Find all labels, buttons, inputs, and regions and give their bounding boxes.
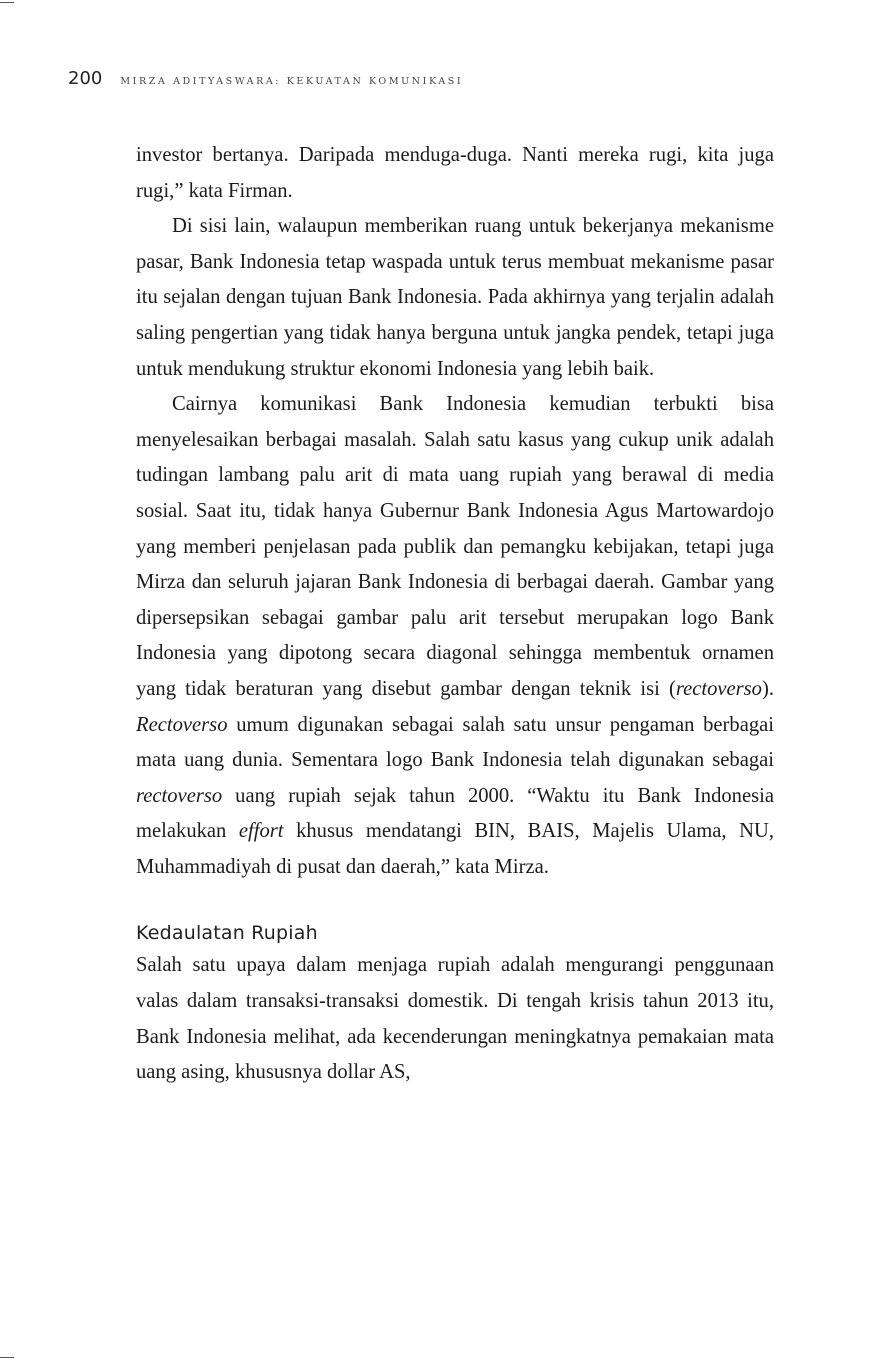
body-text — [136, 138, 774, 1091]
paragraph-3-text-1: Cairnya komunikasi Bank Indonesia kemudian terbukti bisa menyelesaikan berbagai masalah. Salah satu kasus yang cukup unik adalah tudingan lambang palu arit di mata uang rupiah yang berawal di media sosial. Saat itu, tidak hanya Gubernur Bank Indonesia Agus Martowardojo yang memberi penjelasan pada publik dan pemangku kebijakan, tetapi juga Mirza dan seluruh jajaran Bank Indonesia di berbagai daerah. Gambar yang dipersepsikan sebagai gambar palu arit tersebut merupakan logo Bank Indonesia yang dipotong secara diagonal sehingga membentuk ornamen yang tidak beraturan yang disebut gambar dengan teknik isi ( — [136, 393, 774, 700]
paragraph-1: investor bertanya. Daripada menduga-duga. Nanti mereka rugi, kita juga rugi,” kata Firman. — [136, 144, 774, 202]
section-paragraph-1: Salah satu upaya dalam menjaga rupiah adalah mengurangi penggunaan valas dalam transaksi-transaksi domestik. Di tengah krisis tahun 2013 itu, Bank Indonesia melihat, ada kecenderungan meningkatnya pemakaian mata uang asing, khususnya dollar AS, — [136, 954, 774, 1084]
paragraph-3-text-5: khusus mendatangi BIN, BAIS, Majelis Ulama, NU, Muhammadiyah di pusat dan daerah,” kata Mirza. — [136, 820, 775, 878]
paragraph-3-text-4: uang rupiah sejak tahun 2000. “Waktu itu Bank Indonesia melakukan — [136, 784, 774, 843]
paragraph-3-text-2: ). — [761, 677, 774, 700]
italic-rectoverso-1: rectoverso — [675, 677, 762, 700]
crop-mark-top-left — [0, 2, 14, 3]
italic-effort: effort — [238, 820, 284, 843]
italic-rectoverso-3: rectoverso — [136, 784, 223, 807]
page-header — [68, 68, 828, 96]
paragraph-3 — [136, 387, 774, 885]
page-number: 200 — [68, 68, 103, 89]
paragraph-2: Di sisi lain, walaupun memberikan ruang untuk bekerjanya mekanisme pasar, Bank Indonesia tetap waspada untuk terus membuat mekanisme pasar itu sejalan dengan tujuan Bank Indonesia. Pada akhirnya yang terjalin adalah saling pengertian yang tidak hanya berguna untuk jangka pendek, tetapi juga untuk mendukung struktur ekonomi Indonesia yang lebih baik. — [136, 215, 774, 380]
running-head: MIRZA ADITYASWARA: KEKUATAN KOMUNIKASI — [120, 76, 464, 87]
paragraph-3-text-3: umum digunakan sebagai salah satu unsur pengaman berbagai mata uang dunia. Sementara logo Bank Indonesia telah digunakan sebagai — [136, 713, 774, 772]
crop-mark-bottom-left — [0, 1357, 14, 1358]
section-heading: Kedaulatan Rupiah — [136, 922, 318, 945]
italic-rectoverso-2: Rectoverso — [136, 713, 228, 736]
